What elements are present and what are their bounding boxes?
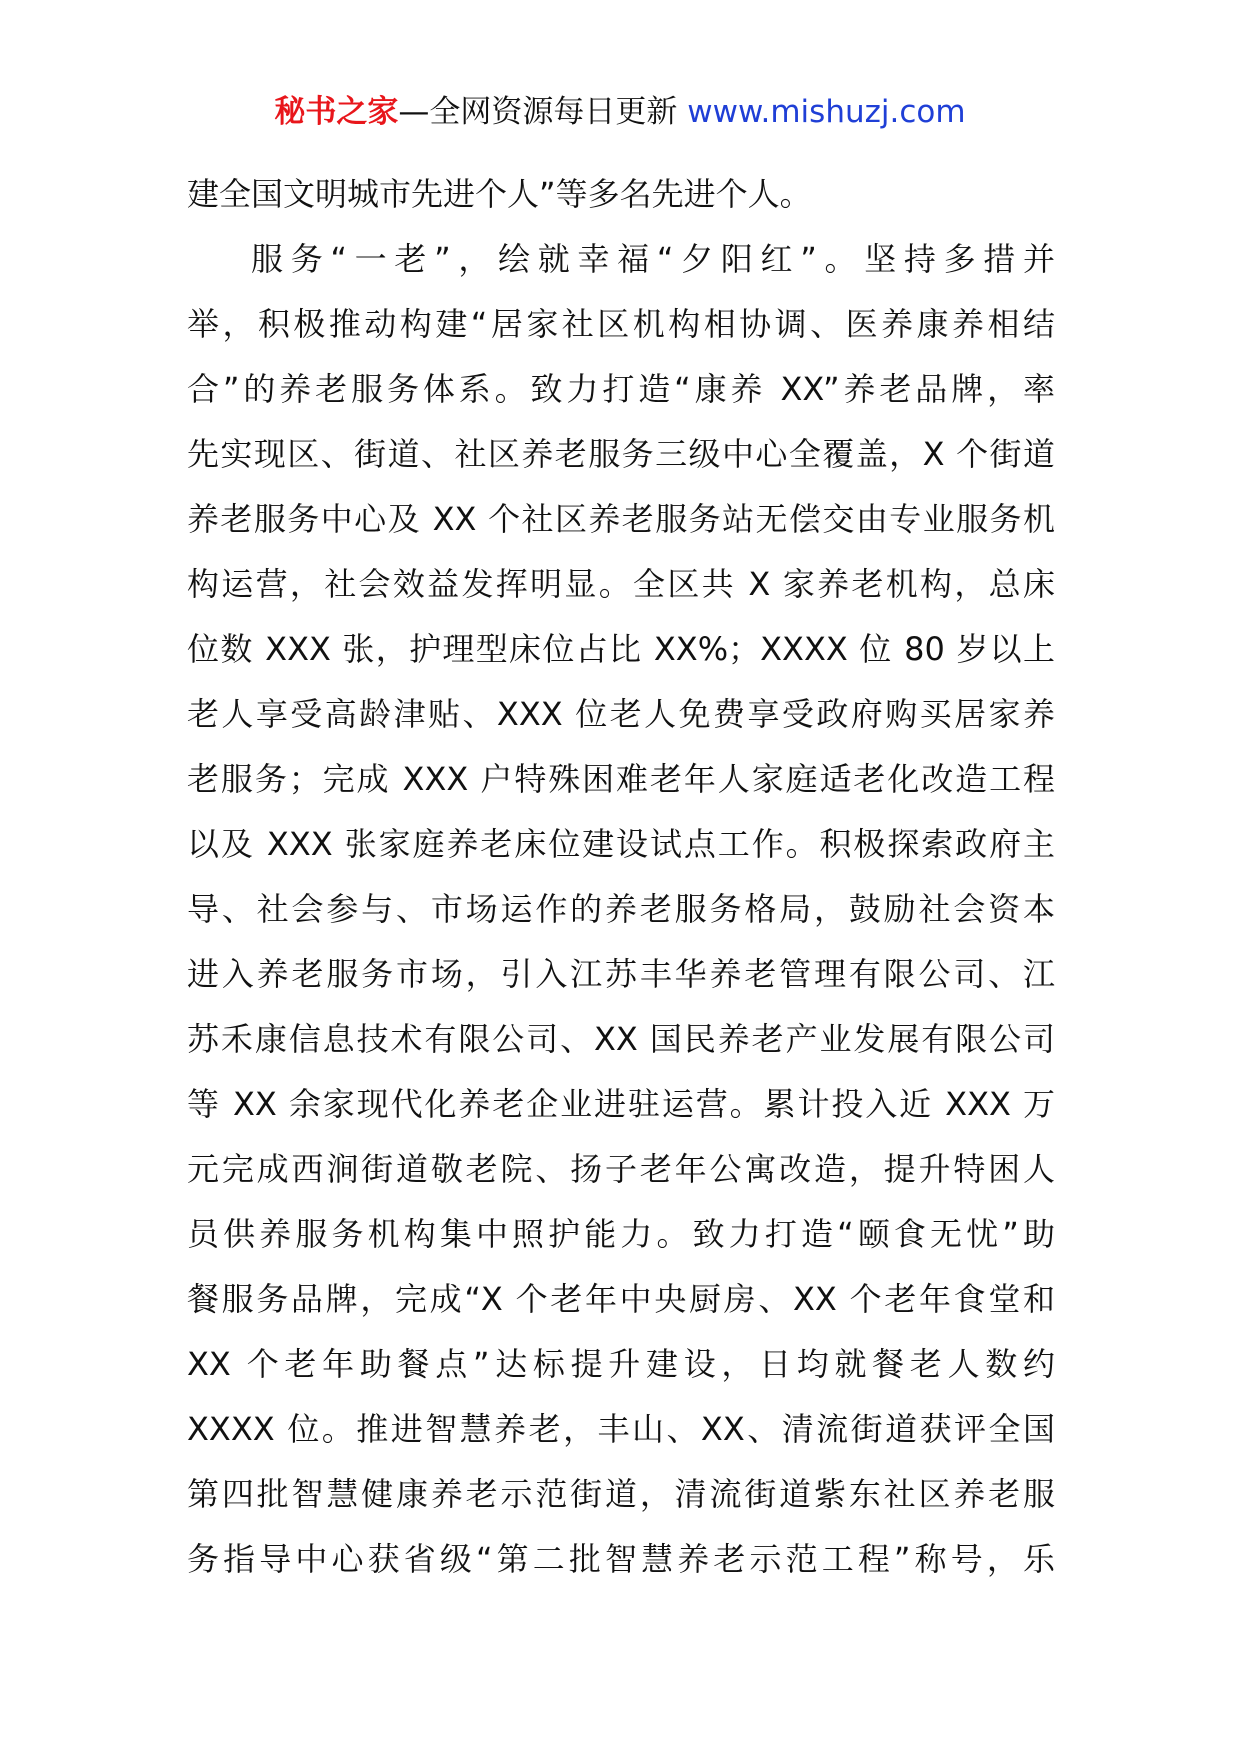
paragraph-2-line: 老服务；完成 XXX 户特殊困难老年人家庭适老化改造工程 (187, 760, 1055, 798)
paragraph-2-line: 举，积极推动构建“居家社区机构相协调、医养康养相结 (187, 305, 1055, 343)
paragraph-2-line: 元完成西涧街道敬老院、扬子老年公寓改造，提升特困人 (187, 1150, 1055, 1188)
paragraph-2-line: 以及 XXX 张家庭养老床位建设试点工作。积极探索政府主 (187, 825, 1055, 863)
paragraph-2-line: 服务“一老”，绘就幸福“夕阳红”。坚持多措并 (251, 240, 1055, 278)
paragraph-2-line: 务指导中心获省级“第二批智慧养老示范工程”称号，乐 (187, 1540, 1055, 1578)
paragraph-2-line: 合”的养老服务体系。致力打造“康养 XX”养老品牌，率 (187, 370, 1055, 408)
paragraph-1-line: 建全国文明城市先进个人”等多名先进个人。 (187, 175, 812, 213)
paragraph-2-line: 先实现区、街道、社区养老服务三级中心全覆盖，X 个街道 (187, 435, 1055, 473)
paragraph-2-line: 构运营，社会效益发挥明显。全区共 X 家养老机构，总床 (187, 565, 1055, 603)
paragraph-2-line: 等 XX 余家现代化养老企业进驻运营。累计投入近 XXX 万 (187, 1085, 1055, 1123)
paragraph-2-line: 养老服务中心及 XX 个社区养老服务站无偿交由专业服务机 (187, 500, 1055, 538)
paragraph-2-line: XXXX 位。推进智慧养老，丰山、XX、清流街道获评全国 (187, 1410, 1055, 1448)
header-brand: 秘书之家 (274, 94, 399, 130)
header-url: www.mishuzj.com (687, 94, 966, 130)
paragraph-2-line: 位数 XXX 张，护理型床位占比 XX%；XXXX 位 80 岁以上 (187, 630, 1055, 668)
paragraph-2-line: 苏禾康信息技术有限公司、XX 国民养老产业发展有限公司 (187, 1020, 1055, 1058)
paragraph-2-line: 老人享受高龄津贴、XXX 位老人免费享受政府购买居家养 (187, 695, 1055, 733)
watermark-header (0, 92, 1240, 132)
paragraph-2-line: 员供养服务机构集中照护能力。致力打造“颐食无忧”助 (187, 1215, 1055, 1253)
header-slogan: —全网资源每日更新 (398, 94, 688, 130)
paragraph-2-line: 进入养老服务市场，引入江苏丰华养老管理有限公司、江 (187, 955, 1055, 993)
paragraph-2-line: 第四批智慧健康养老示范街道，清流街道紫东社区养老服 (187, 1475, 1055, 1513)
paragraph-2-line: 导、社会参与、市场运作的养老服务格局，鼓励社会资本 (187, 890, 1055, 928)
document-body (187, 162, 1055, 1592)
paragraph-2-line: XX 个老年助餐点”达标提升建设，日均就餐老人数约 (187, 1345, 1055, 1383)
paragraph-2-line: 餐服务品牌，完成“X 个老年中央厨房、XX 个老年食堂和 (187, 1280, 1055, 1318)
